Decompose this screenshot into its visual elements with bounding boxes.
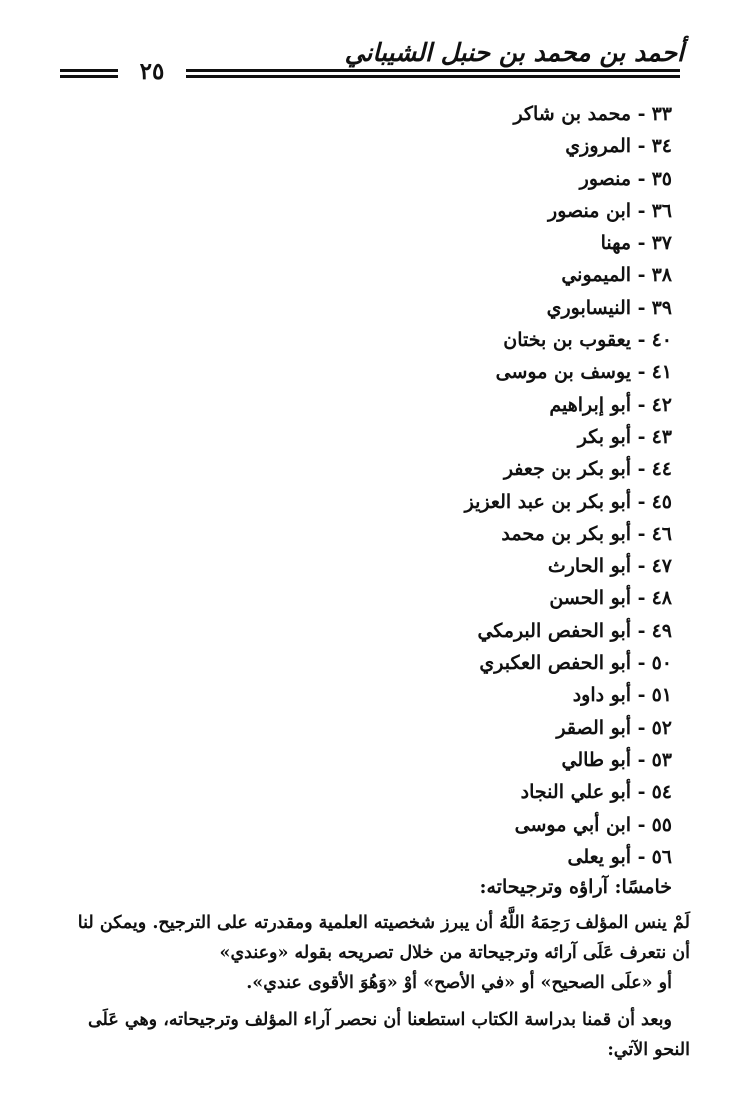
list-item-name: يعقوب بن بختان: [503, 329, 632, 352]
list-item-dash: -: [631, 329, 646, 352]
list-item: [465, 130, 672, 162]
list-item-number: ٣٧: [651, 232, 672, 255]
list-item: [465, 324, 672, 356]
list-item-dash: -: [631, 490, 646, 513]
list-item-dash: -: [631, 296, 646, 319]
list-item-number: ٤٩: [651, 619, 672, 642]
list-item-number: ٥٢: [651, 716, 672, 739]
list-item-name: أبو داود: [572, 684, 632, 707]
list-item-number: ٤٧: [651, 555, 672, 578]
list-item-dash: -: [631, 264, 646, 287]
list-item-number: ٤٠: [651, 329, 672, 352]
list-item: [465, 582, 672, 614]
list-item: [465, 356, 672, 388]
list-item-name: أبو يعلى: [567, 845, 632, 868]
list-item-name: الميموني: [561, 264, 632, 287]
list-item: [465, 615, 672, 647]
list-item: [465, 809, 672, 841]
list-item: [465, 712, 672, 744]
list-item-name: أبو إبراهيم: [549, 393, 632, 416]
list-item: [465, 841, 672, 873]
list-item-name: أبو بكر بن عبد العزيز: [464, 490, 632, 513]
list-item-name: أبو الحفص العكبري: [479, 652, 632, 675]
list-item-name: ابن منصور: [548, 199, 632, 222]
list-item-name: مهنا: [600, 232, 632, 255]
list-item-dash: -: [631, 781, 646, 804]
paragraph-line: أو «علَى الصحيح» أو «في الأصح» أوْ «وَهُوَ الأقوى عندي».: [246, 973, 672, 993]
list-item-number: ٤٦: [651, 522, 672, 545]
list-item-name: أبو بكر بن محمد: [501, 522, 632, 545]
list-item-name: أبو علي النجاد: [520, 781, 632, 804]
list-item-number: ٣٥: [651, 167, 672, 190]
running-title: أحمد بن محمد بن حنبل الشيباني: [344, 38, 684, 67]
list-item-number: ٤٢: [651, 393, 672, 416]
paragraph-study: [60, 1005, 690, 1065]
list-item-number: ٥٠: [651, 652, 672, 675]
list-item-name: محمد بن شاكر: [513, 103, 632, 125]
list-item-dash: -: [631, 135, 646, 158]
list-item: [465, 421, 672, 453]
list-item-name: يوسف بن موسى: [495, 361, 632, 384]
paragraph-line: لَمْ ينس المؤلف رَحِمَهُ اللَّهُ أن يبرز شخصيته العلمية ومقدرته على الترجيح. ويمكن لنا: [77, 913, 690, 933]
list-item-name: أبو بكر بن جعفر: [503, 458, 632, 481]
list-item-number: ٥٥: [651, 813, 672, 836]
list-item-number: ٥٤: [651, 781, 672, 804]
list-item-dash: -: [631, 684, 646, 707]
list-item-dash: -: [631, 587, 646, 610]
list-item-dash: -: [631, 393, 646, 416]
list-item: [465, 518, 672, 550]
list-item-name: النيسابوري: [546, 296, 632, 319]
list-item-dash: -: [631, 167, 646, 190]
list-item-dash: -: [631, 652, 646, 675]
list-item: [465, 486, 672, 518]
list-item-dash: -: [631, 619, 646, 642]
list-item: [465, 259, 672, 291]
list-item: [465, 292, 672, 324]
list-item-dash: -: [631, 361, 646, 384]
list-item-dash: -: [631, 232, 646, 255]
paragraph-opinions: [60, 908, 690, 998]
list-item-name: أبو طالي: [561, 748, 632, 771]
list-item-number: ٥٣: [651, 748, 672, 771]
list-item: [465, 389, 672, 421]
list-item-dash: -: [631, 103, 646, 125]
list-item-number: ٤٤: [651, 458, 672, 481]
list-item-name: أبو الحفص البرمكي: [477, 619, 632, 642]
list-item-dash: -: [631, 716, 646, 739]
list-item-number: ٥٦: [651, 845, 672, 868]
list-item-dash: -: [631, 199, 646, 222]
header-rule-short: [60, 69, 118, 78]
list-item: [465, 550, 672, 582]
list-item-name: ابن أبي موسى: [514, 813, 632, 836]
list-item-name: أبو الصقر: [556, 716, 632, 739]
list-item: [465, 776, 672, 808]
section-heading: خامسًا: آراؤه وترجيحاته:: [479, 876, 672, 898]
list-item-name: أبو الحارث: [547, 555, 632, 578]
list-item-number: ٣٩: [651, 296, 672, 319]
list-item-number: ٤٨: [651, 587, 672, 610]
list-item-dash: -: [631, 748, 646, 771]
list-item-dash: -: [631, 522, 646, 545]
list-item-number: ٤٥: [651, 490, 672, 513]
list-item: [465, 227, 672, 259]
list-item-dash: -: [631, 425, 646, 448]
paragraph-line: وبعد أن قمنا بدراسة الكتاب استطعنا أن نحصر آراء المؤلف وترجيحاته، وهي عَلَى: [87, 1010, 672, 1030]
names-list: [465, 98, 672, 873]
list-item-number: ٣٦: [651, 199, 672, 222]
list-item-number: ٣٤: [651, 135, 672, 158]
paragraph-line: النحو الآتي:: [607, 1040, 690, 1060]
list-item-name: أبو الحسن: [549, 587, 632, 610]
list-item-dash: -: [631, 555, 646, 578]
page-number: ٢٥: [139, 58, 165, 85]
list-item-dash: -: [631, 845, 646, 868]
list-item: [465, 453, 672, 485]
list-item: [465, 679, 672, 711]
list-item-dash: -: [631, 458, 646, 481]
list-item: [465, 647, 672, 679]
list-item: [465, 195, 672, 227]
list-item-dash: -: [631, 813, 646, 836]
paragraph-line: أن نتعرف عَلَى آرائه وترجيحاتة من خلال تصريحه بقوله «وعندي»: [219, 943, 690, 963]
list-item-number: ٣٨: [651, 264, 672, 287]
header-rule-long: [186, 69, 680, 78]
list-item-name: منصور: [579, 167, 632, 190]
list-item: [465, 163, 672, 195]
list-item-number: ٥١: [651, 684, 672, 707]
list-item-name: أبو بكر: [577, 425, 632, 448]
list-item-number: ٤١: [651, 361, 672, 384]
list-item-number: ٣٣: [651, 103, 672, 125]
list-item: [465, 98, 672, 130]
list-item: [465, 744, 672, 776]
list-item-number: ٤٣: [651, 425, 672, 448]
list-item-name: المروزي: [565, 135, 632, 158]
